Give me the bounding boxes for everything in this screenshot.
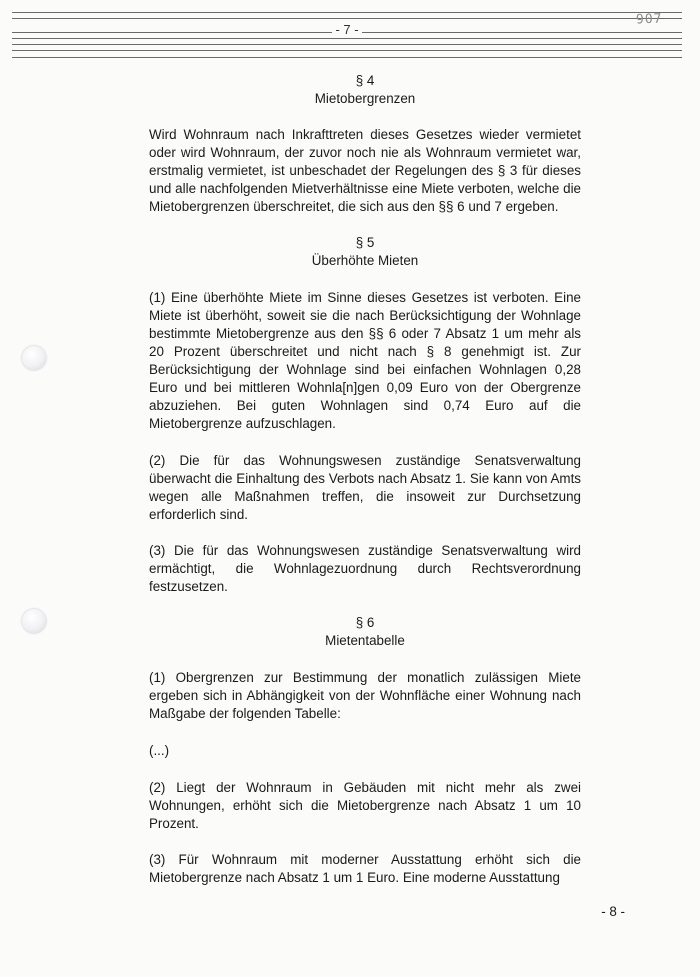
section-title: Mietentabelle <box>325 633 405 648</box>
paragraph: (...) <box>149 743 170 758</box>
header-rule <box>12 18 682 19</box>
paragraph: (1) Obergrenzen zur Bestimmung der monatlich zulässigen Miete ergeben sich in Abhängigkeit von der Wohnfläche einer Wohnung nach Maßgabe der folgenden Tabelle: <box>149 670 581 721</box>
paragraph: Wird Wohnraum nach Inkrafttreten dieses Gesetzes wieder vermietet oder wird Wohnraum, der zuvor noch nie als Wohnraum vermietet war, erstmalig vermietet, ist unbeschadet der Regelungen des § 3 für dieses und alle nachfolgenden Mietverhältnisse eine Miete verboten, welche die Mietobergrenzen überschreitet, die sich aus den §§ 6 und 7 ergeben. <box>149 127 581 214</box>
paragraph: (3) Für Wohnraum mit moderner Ausstattung erhöht sich die Mietobergrenze nach Absatz 1 um 1 Euro. Eine moderne Ausstattung <box>149 852 581 885</box>
header-rule <box>12 57 682 58</box>
punch-hole <box>22 346 46 370</box>
page-number-top-text: - 7 - <box>332 22 361 37</box>
header-rule <box>12 38 682 39</box>
paragraph: (1) Eine überhöhte Miete im Sinne dieses Gesetzes ist verboten. Eine Miete ist überhöht, soweit sie die nach Berücksichtigung der Wohnlage bestimmte Mietobergrenze aus den §§ 6 oder 7 Absatz 1 um mehr als 20 Prozent überschreitet und nicht nach § 8 genehmigt ist. Zur Berücksichtigung der Wohnlage sind bei einfachen Wohnlagen 0,28 Euro und bei mittleren Wohnla[n]gen 0,09 Euro von der Obergrenze abzuziehen. Bei guten Wohnlagen sind 0,74 Euro auf die Mietobergrenze aufzuschlagen. <box>149 290 581 431</box>
paragraph: (2) Die für das Wohnungswesen zuständige Senatsverwaltung überwacht die Einhaltung des Verbots nach Absatz 1. Sie kann von Amts wegen alle Maßnahmen treffen, die insoweit zur Durchsetzung erforderlich sind. <box>149 453 581 522</box>
section-title: Mietobergrenzen <box>314 91 416 106</box>
section-title: Überhöhte Mieten <box>311 253 419 268</box>
page-header <box>12 10 682 62</box>
punch-hole <box>22 609 46 633</box>
section-number: § 5 <box>355 235 375 250</box>
document-body <box>149 72 581 887</box>
paragraph: (2) Liegt der Wohnraum in Gebäuden mit nicht mehr als zwei Wohnungen, erhöht sich die Mietobergrenze nach Absatz 1 um 10 Prozent. <box>149 780 581 831</box>
section-heading-4 <box>149 72 581 108</box>
header-rule <box>12 12 682 13</box>
section-number: § 6 <box>355 615 375 630</box>
page-number-top <box>12 22 682 37</box>
section-number: § 4 <box>355 73 375 88</box>
header-rule <box>12 44 682 45</box>
section-heading-5 <box>149 234 581 270</box>
header-rule <box>12 50 682 51</box>
paragraph: (3) Die für das Wohnungswesen zuständige Senatsverwaltung wird ermächtigt, die Wohnlagezuordnung durch Rechtsverordnung festzusetzen. <box>149 543 581 594</box>
section-heading-6 <box>149 614 581 650</box>
archive-stamp: 907 <box>635 11 663 28</box>
next-page-number: - 8 - <box>601 904 625 919</box>
